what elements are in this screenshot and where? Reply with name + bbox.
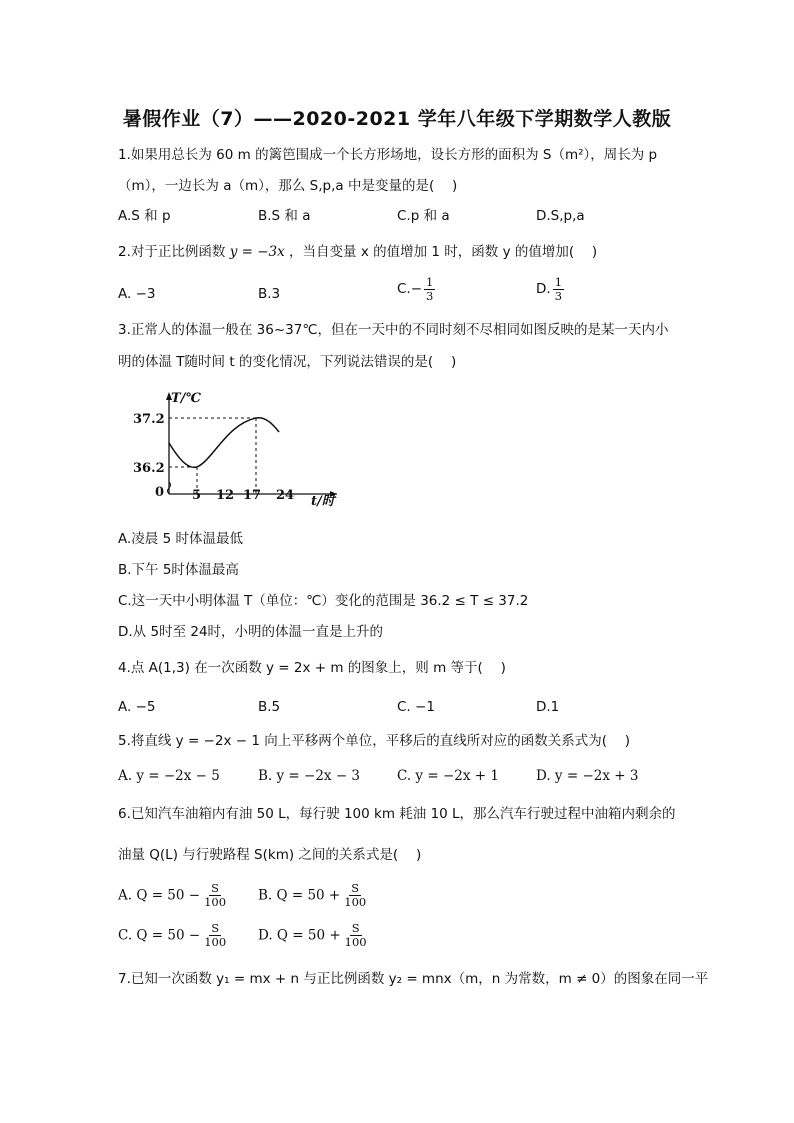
q4-question: 4.点 A(1,3) 在一次函数 y = 2x + m 的图象上，则 m 等于( )	[118, 660, 506, 676]
fraction-denominator: 100	[344, 935, 367, 949]
q6-option-d-fraction	[343, 922, 369, 949]
fraction-denominator: 3	[426, 289, 434, 303]
page-title: 暑假作业（7）——2020-2021 学年八年级下学期数学人教版	[122, 108, 672, 130]
q5-option-b: B. y = −2x − 3	[258, 768, 361, 784]
fraction-numerator: 1	[426, 275, 434, 289]
x-tick-12: 12	[216, 488, 235, 503]
q4-option-a: A. −5	[118, 699, 156, 715]
q5-option-a: A. y = −2x − 5	[118, 768, 220, 784]
q6-option-b-prefix: B. Q = 50 +	[258, 887, 341, 904]
x-tick-5: 5	[192, 488, 202, 503]
q4-option-d: D.1	[536, 699, 560, 715]
q1-line2: （m），一边长为 a（m），那么 S,p,a 中是变量的是( )	[118, 178, 458, 194]
fraction-denominator: 100	[204, 895, 227, 909]
fraction-numerator: 1	[554, 275, 563, 289]
x-tick-17: 17	[243, 488, 262, 503]
q6-option-b	[258, 882, 370, 909]
q7-line1: 7.已知一次函数 y₁ = mx + n 与正比例函数 y₂ = mnx（m，n 为常数，m ≠ 0）的图象在同一平	[118, 971, 709, 987]
y-tick-37-2: 37.2	[133, 412, 165, 427]
q2-text-post: ，当自变量 x 的值增加 1 时，函数 y 的值增加( )	[289, 244, 598, 260]
q1-option-d: D.S,p,a	[536, 208, 585, 224]
q2-text-pre: 2.对于正比例函数	[118, 244, 226, 260]
x-tick-24: 24	[276, 488, 295, 503]
q6-line2: 油量 Q(L) 与行驶路程 S(km) 之间的关系式是( )	[118, 847, 422, 863]
q2-formula: y = −3x	[229, 244, 285, 260]
q6-option-c-fraction	[202, 922, 228, 949]
q3-line1: 3.正常人的体温一般在 36~37℃，但在一天中的不同时刻不尽相同如图反映的是某一天内小	[118, 322, 669, 338]
y-axis-label: T/℃	[171, 391, 201, 406]
temperature-curve	[169, 418, 279, 468]
q4-option-b: B.5	[258, 699, 281, 715]
q3-option-c: C.这一天中小明体温 T（单位：℃）变化的范围是 36.2 ≤ T ≤ 37.2	[118, 593, 529, 609]
q2-option-d-prefix: D.	[536, 281, 551, 297]
q6-option-d	[258, 922, 371, 949]
q1-option-a: A.S 和 p	[118, 208, 171, 224]
fraction-denominator: 100	[204, 935, 227, 949]
q2-option-c-fraction	[424, 276, 435, 303]
q6-option-a-fraction	[202, 882, 228, 909]
q6-option-a-prefix: A. Q = 50 −	[118, 887, 201, 904]
fraction-numerator: S	[351, 921, 360, 935]
y-tick-36-2: 36.2	[133, 461, 165, 476]
q2-option-d-fraction	[553, 276, 564, 303]
q6-line1: 6.已知汽车油箱内有油 50 L，每行驶 100 km 耗油 10 L，那么汽车行驶过程中油箱内剩余的	[118, 806, 676, 822]
q1-option-c: C.p 和 a	[397, 208, 450, 224]
q2-option-a: A. −3	[118, 286, 156, 302]
q1-option-b: B.S 和 a	[258, 208, 311, 224]
fraction-numerator: S	[211, 921, 220, 935]
origin-label: 0	[155, 485, 165, 500]
q4-option-c: C. −1	[397, 699, 435, 715]
fraction-numerator: S	[211, 881, 219, 895]
q2-option-b: B.3	[258, 286, 281, 302]
q3-line2: 明的体温 T随时间 t 的变化情况，下列说法错误的是( )	[118, 354, 457, 370]
q6-option-c-prefix: C. Q = 50 −	[118, 927, 201, 944]
q2-question	[118, 242, 597, 262]
q5-question: 5.将直线 y = −2x − 1 向上平移两个单位，平移后的直线所对应的函数关系式为( )	[118, 733, 631, 749]
fraction-denominator: 3	[554, 289, 563, 303]
fraction-numerator: S	[351, 881, 360, 895]
q6-option-d-prefix: D. Q = 50 +	[258, 927, 341, 944]
q2-option-d	[536, 276, 566, 303]
q2-option-c-prefix: C.−	[397, 281, 423, 297]
q2-option-c	[397, 276, 437, 303]
q6-option-a	[118, 882, 230, 909]
q3-option-b: B.下午 5时体温最高	[118, 562, 239, 578]
q5-option-d: D. y = −2x + 3	[536, 768, 639, 784]
q3-option-d: D.从 5时至 24时，小明的体温一直是上升的	[118, 624, 384, 640]
temperature-graph	[133, 388, 345, 509]
q1-line1: 1.如果用总长为 60 m 的篱笆围成一个长方形场地，设长方形的面积为 S（m²），周长为 p	[118, 147, 658, 163]
q3-option-a: A.凌晨 5 时体温最低	[118, 531, 243, 547]
q6-option-b-fraction	[342, 882, 368, 909]
fraction-denominator: 100	[344, 895, 367, 909]
q6-option-c	[118, 922, 230, 949]
x-axis-label: t/时	[311, 494, 335, 509]
q5-option-c: C. y = −2x + 1	[397, 768, 499, 784]
